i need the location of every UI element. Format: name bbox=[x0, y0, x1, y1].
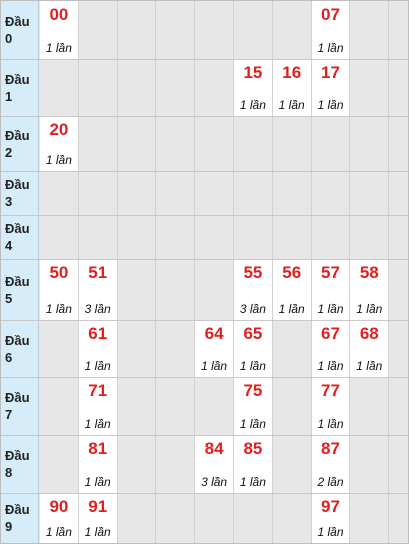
number-value: 00 bbox=[49, 5, 69, 24]
empty-cell bbox=[79, 116, 118, 171]
occurrence-count: 1 lần bbox=[84, 417, 111, 431]
occurrence-count: 1 lần bbox=[317, 417, 344, 431]
empty-cell bbox=[273, 215, 312, 259]
empty-cell bbox=[273, 320, 312, 377]
empty-cell bbox=[350, 435, 389, 493]
occurrence-count: 1 lần bbox=[239, 359, 266, 373]
row-divider bbox=[1, 320, 408, 321]
number-cell bbox=[79, 435, 118, 493]
number-value: 56 bbox=[282, 263, 302, 282]
row-dau-5 bbox=[1, 259, 408, 320]
row-divider bbox=[1, 377, 408, 378]
row-dau-1 bbox=[1, 59, 408, 116]
occurrence-count: 1 lần bbox=[239, 475, 266, 489]
row-header-digit: 0 bbox=[5, 31, 13, 46]
row-header-digit: 9 bbox=[5, 519, 13, 534]
row-header-label: Đầu bbox=[5, 14, 30, 29]
row-header-label: Đầu bbox=[5, 332, 30, 348]
number-cell bbox=[350, 320, 389, 377]
occurrence-count: 1 lần bbox=[84, 525, 111, 539]
occurrence-count: 1 lần bbox=[84, 359, 111, 373]
row-header bbox=[1, 259, 39, 320]
number-value: 84 bbox=[204, 439, 224, 458]
empty-cell bbox=[273, 1, 312, 59]
number-value: 17 bbox=[321, 63, 340, 82]
row-header-digit: 8 bbox=[5, 465, 13, 480]
row-header bbox=[1, 320, 39, 377]
occurrence-count: 1 lần bbox=[239, 98, 266, 112]
empty-cell bbox=[156, 493, 195, 543]
empty-cell bbox=[234, 116, 273, 171]
number-cell bbox=[312, 320, 351, 377]
row-header-label: Đầu bbox=[5, 177, 30, 192]
empty-cell bbox=[312, 116, 351, 171]
empty-cell bbox=[273, 116, 312, 171]
empty-cell bbox=[40, 435, 79, 493]
occurrence-count: 1 lần bbox=[45, 153, 72, 167]
empty-cell bbox=[118, 171, 157, 215]
row-dau-6 bbox=[1, 320, 408, 377]
empty-cell bbox=[40, 377, 79, 435]
occurrence-count: 1 lần bbox=[317, 98, 344, 112]
empty-cell bbox=[40, 320, 79, 377]
number-cell bbox=[79, 377, 118, 435]
row-header bbox=[1, 377, 39, 435]
number-value: 55 bbox=[243, 263, 263, 282]
number-value: 67 bbox=[321, 324, 340, 343]
number-value: 75 bbox=[243, 381, 263, 400]
empty-cell bbox=[273, 493, 312, 543]
empty-cell bbox=[156, 320, 195, 377]
occurrence-count: 1 lần bbox=[45, 302, 72, 316]
row-header-label: Đầu bbox=[5, 221, 30, 236]
occurrence-count: 1 lần bbox=[317, 359, 344, 373]
empty-cell bbox=[156, 215, 195, 259]
number-value: 07 bbox=[321, 5, 340, 24]
empty-cell bbox=[350, 116, 389, 171]
occurrence-count: 1 lần bbox=[45, 41, 72, 55]
number-cell bbox=[234, 435, 273, 493]
number-value: 57 bbox=[321, 263, 340, 282]
empty-cell bbox=[118, 435, 157, 493]
row-header bbox=[1, 1, 39, 59]
row-header-digit: 1 bbox=[5, 88, 13, 104]
empty-cell bbox=[118, 59, 157, 116]
empty-cell bbox=[118, 116, 157, 171]
row-header bbox=[1, 435, 39, 493]
empty-cell bbox=[40, 171, 79, 215]
number-cell bbox=[40, 259, 79, 320]
row-dau-0 bbox=[1, 1, 408, 59]
row-header-digit: 5 bbox=[5, 290, 13, 306]
number-cell bbox=[234, 59, 273, 116]
number-cell bbox=[312, 259, 351, 320]
empty-cell bbox=[118, 377, 157, 435]
number-cell bbox=[79, 493, 118, 543]
empty-cell bbox=[118, 493, 157, 543]
number-cell bbox=[312, 377, 351, 435]
empty-cell bbox=[156, 171, 195, 215]
number-cell bbox=[350, 259, 389, 320]
occurrence-count: 1 lần bbox=[239, 417, 266, 431]
row-header-digit: 7 bbox=[5, 407, 13, 422]
empty-cell bbox=[118, 1, 157, 59]
empty-cell bbox=[156, 259, 195, 320]
empty-cell bbox=[273, 377, 312, 435]
empty-cell bbox=[350, 215, 389, 259]
empty-cell bbox=[156, 1, 195, 59]
row-header-label: Đầu bbox=[5, 448, 30, 463]
number-value: 65 bbox=[243, 324, 263, 343]
number-value: 61 bbox=[88, 324, 108, 343]
occurrence-count: 1 lần bbox=[45, 525, 72, 539]
empty-cell bbox=[312, 215, 351, 259]
row-dau-9 bbox=[1, 493, 408, 543]
number-value: 87 bbox=[321, 439, 340, 458]
occurrence-count: 1 lần bbox=[356, 302, 383, 316]
number-cell bbox=[40, 1, 79, 59]
number-cell bbox=[234, 320, 273, 377]
empty-cell bbox=[350, 493, 389, 543]
number-cell bbox=[273, 59, 312, 116]
row-header bbox=[1, 215, 39, 259]
empty-cell bbox=[156, 435, 195, 493]
number-value: 68 bbox=[359, 324, 379, 343]
number-cell bbox=[195, 320, 234, 377]
empty-cell bbox=[118, 259, 157, 320]
empty-cell bbox=[195, 493, 234, 543]
number-cell bbox=[273, 259, 312, 320]
empty-cell bbox=[79, 171, 118, 215]
number-cell bbox=[234, 377, 273, 435]
number-cell bbox=[40, 493, 79, 543]
row-dau-2 bbox=[1, 116, 408, 171]
empty-cell bbox=[195, 377, 234, 435]
occurrence-count: 1 lần bbox=[317, 302, 344, 316]
row-header-digit: 2 bbox=[5, 144, 13, 160]
number-value: 58 bbox=[359, 263, 379, 282]
number-value: 90 bbox=[49, 497, 69, 516]
row-divider bbox=[1, 116, 408, 117]
number-value: 85 bbox=[243, 439, 263, 458]
number-value: 91 bbox=[88, 497, 108, 516]
empty-cell bbox=[118, 215, 157, 259]
empty-cell bbox=[40, 215, 79, 259]
empty-cell bbox=[156, 116, 195, 171]
number-value: 97 bbox=[321, 497, 340, 516]
empty-cell bbox=[79, 215, 118, 259]
empty-cell bbox=[234, 493, 273, 543]
row-dau-4 bbox=[1, 215, 408, 259]
occurrence-count: 3 lần bbox=[201, 475, 228, 489]
empty-cell bbox=[350, 171, 389, 215]
row-divider bbox=[1, 215, 408, 216]
number-cell bbox=[195, 435, 234, 493]
row-header-label: Đầu bbox=[5, 273, 30, 289]
row-divider bbox=[1, 435, 408, 436]
occurrence-count: 1 lần bbox=[201, 359, 228, 373]
empty-cell bbox=[350, 59, 389, 116]
empty-cell bbox=[195, 59, 234, 116]
number-value: 50 bbox=[49, 263, 69, 282]
empty-cell bbox=[195, 259, 234, 320]
number-value: 64 bbox=[204, 324, 224, 343]
row-dau-8 bbox=[1, 435, 408, 493]
occurrence-count: 3 lần bbox=[84, 302, 111, 316]
occurrence-count: 1 lần bbox=[317, 525, 344, 539]
empty-cell bbox=[40, 59, 79, 116]
number-value: 51 bbox=[88, 263, 108, 282]
empty-cell bbox=[156, 377, 195, 435]
row-header-label: Đầu bbox=[5, 390, 30, 405]
number-cell bbox=[312, 1, 351, 59]
empty-cell bbox=[195, 1, 234, 59]
row-header-label: Đầu bbox=[5, 127, 30, 143]
row-dau-3 bbox=[1, 171, 408, 215]
row-divider bbox=[1, 59, 408, 60]
row-dau-7 bbox=[1, 377, 408, 435]
row-header bbox=[1, 59, 39, 116]
empty-cell bbox=[234, 215, 273, 259]
row-divider bbox=[1, 171, 408, 172]
empty-cell bbox=[273, 435, 312, 493]
empty-cell bbox=[234, 171, 273, 215]
row-header-label: Đầu bbox=[5, 71, 30, 87]
row-header-digit: 3 bbox=[5, 194, 13, 209]
row-header bbox=[1, 171, 39, 215]
empty-cell bbox=[156, 59, 195, 116]
row-header bbox=[1, 493, 39, 543]
empty-cell bbox=[195, 116, 234, 171]
row-divider bbox=[1, 493, 408, 494]
number-cell bbox=[312, 59, 351, 116]
number-value: 77 bbox=[321, 381, 340, 400]
occurrence-count: 1 lần bbox=[278, 302, 305, 316]
row-divider bbox=[1, 259, 408, 260]
number-value: 71 bbox=[88, 381, 108, 400]
empty-cell bbox=[118, 320, 157, 377]
empty-cell bbox=[79, 59, 118, 116]
number-cell bbox=[79, 259, 118, 320]
empty-cell bbox=[195, 215, 234, 259]
number-value: 16 bbox=[282, 63, 302, 82]
empty-cell bbox=[350, 1, 389, 59]
row-header-digit: 6 bbox=[5, 349, 13, 365]
number-value: 15 bbox=[243, 63, 263, 82]
row-header-digit: 4 bbox=[5, 238, 13, 253]
empty-cell bbox=[195, 171, 234, 215]
number-cell bbox=[312, 493, 351, 543]
number-cell bbox=[79, 320, 118, 377]
empty-cell bbox=[312, 171, 351, 215]
occurrence-count: 3 lần bbox=[239, 302, 266, 316]
number-cell bbox=[234, 259, 273, 320]
occurrence-count: 1 lần bbox=[84, 475, 111, 489]
number-value: 20 bbox=[49, 120, 69, 139]
number-cell bbox=[312, 435, 351, 493]
row-header-label: Đầu bbox=[5, 502, 30, 517]
occurrence-count: 1 lần bbox=[356, 359, 383, 373]
occurrence-count: 1 lần bbox=[278, 98, 305, 112]
empty-cell bbox=[79, 1, 118, 59]
empty-cell bbox=[350, 377, 389, 435]
empty-cell bbox=[234, 1, 273, 59]
occurrence-count: 2 lần bbox=[317, 475, 344, 489]
empty-cell bbox=[273, 171, 312, 215]
number-cell bbox=[40, 116, 79, 171]
row-header bbox=[1, 116, 39, 171]
number-value: 81 bbox=[88, 439, 108, 458]
occurrence-count: 1 lần bbox=[317, 41, 344, 55]
